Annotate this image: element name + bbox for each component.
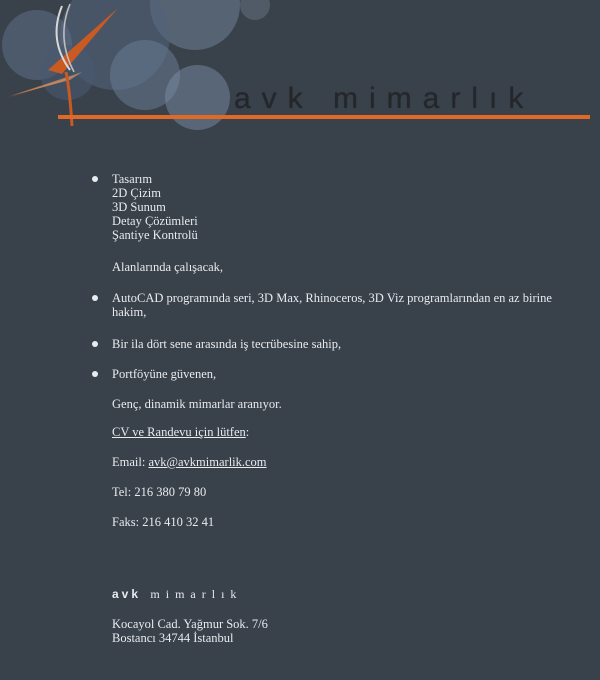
bullet-icon	[92, 176, 98, 182]
address	[112, 617, 268, 645]
bullet-icon	[92, 341, 98, 347]
footer-brand	[112, 587, 242, 601]
list-item-portfolio: Portföyüne güvenen,	[112, 367, 217, 381]
list-item-software: AutoCAD programında seri, 3D Max, Rhinoceros, 3D Viz programlarından en az birine hakim,	[112, 291, 552, 319]
email-link[interactable]: avk@avkmimarlik.com	[148, 455, 267, 469]
decor-circle	[165, 65, 230, 130]
bullet-icon	[92, 295, 98, 301]
list-item-experience: Bir ila dört sene arasında iş tecrübesine sahip,	[112, 337, 342, 351]
fax-line: Faks: 216 410 32 41	[112, 515, 215, 529]
footer-brand-light: mimarlık	[150, 587, 243, 601]
skill-line: 3D Sunum	[112, 200, 166, 214]
header-banner	[0, 0, 600, 140]
cv-suffix: :	[245, 425, 250, 439]
address-line: Kocayol Cad. Yağmur Sok. 7/6	[112, 617, 268, 631]
skill-line: Detay Çözümleri	[112, 214, 198, 228]
cv-link[interactable]: CV ve Randevu için lütfen	[112, 425, 246, 439]
header-divider	[58, 115, 590, 119]
skill-line: Tasarım	[112, 172, 153, 186]
logo-mark	[0, 0, 130, 130]
list-item-tail: Alanlarında çalışacak,	[112, 260, 224, 274]
cv-line	[112, 425, 249, 439]
email-line	[112, 455, 267, 469]
tel-line: Tel: 216 380 79 80	[112, 485, 207, 499]
bullet-icon	[92, 371, 98, 377]
skill-line: Şantiye Kontrolü	[112, 228, 198, 242]
footer-brand-bold: avk	[112, 587, 142, 601]
skill-line: 2D Çizim	[112, 186, 161, 200]
address-line: Bostancı 34744 İstanbul	[112, 631, 234, 645]
decor-circle	[240, 0, 270, 20]
brand-title: avk mimarlık	[234, 82, 535, 115]
list-item-skills	[112, 172, 198, 242]
closing-text: Genç, dinamik mimarlar aranıyor.	[112, 397, 282, 411]
email-label: Email:	[112, 455, 146, 469]
